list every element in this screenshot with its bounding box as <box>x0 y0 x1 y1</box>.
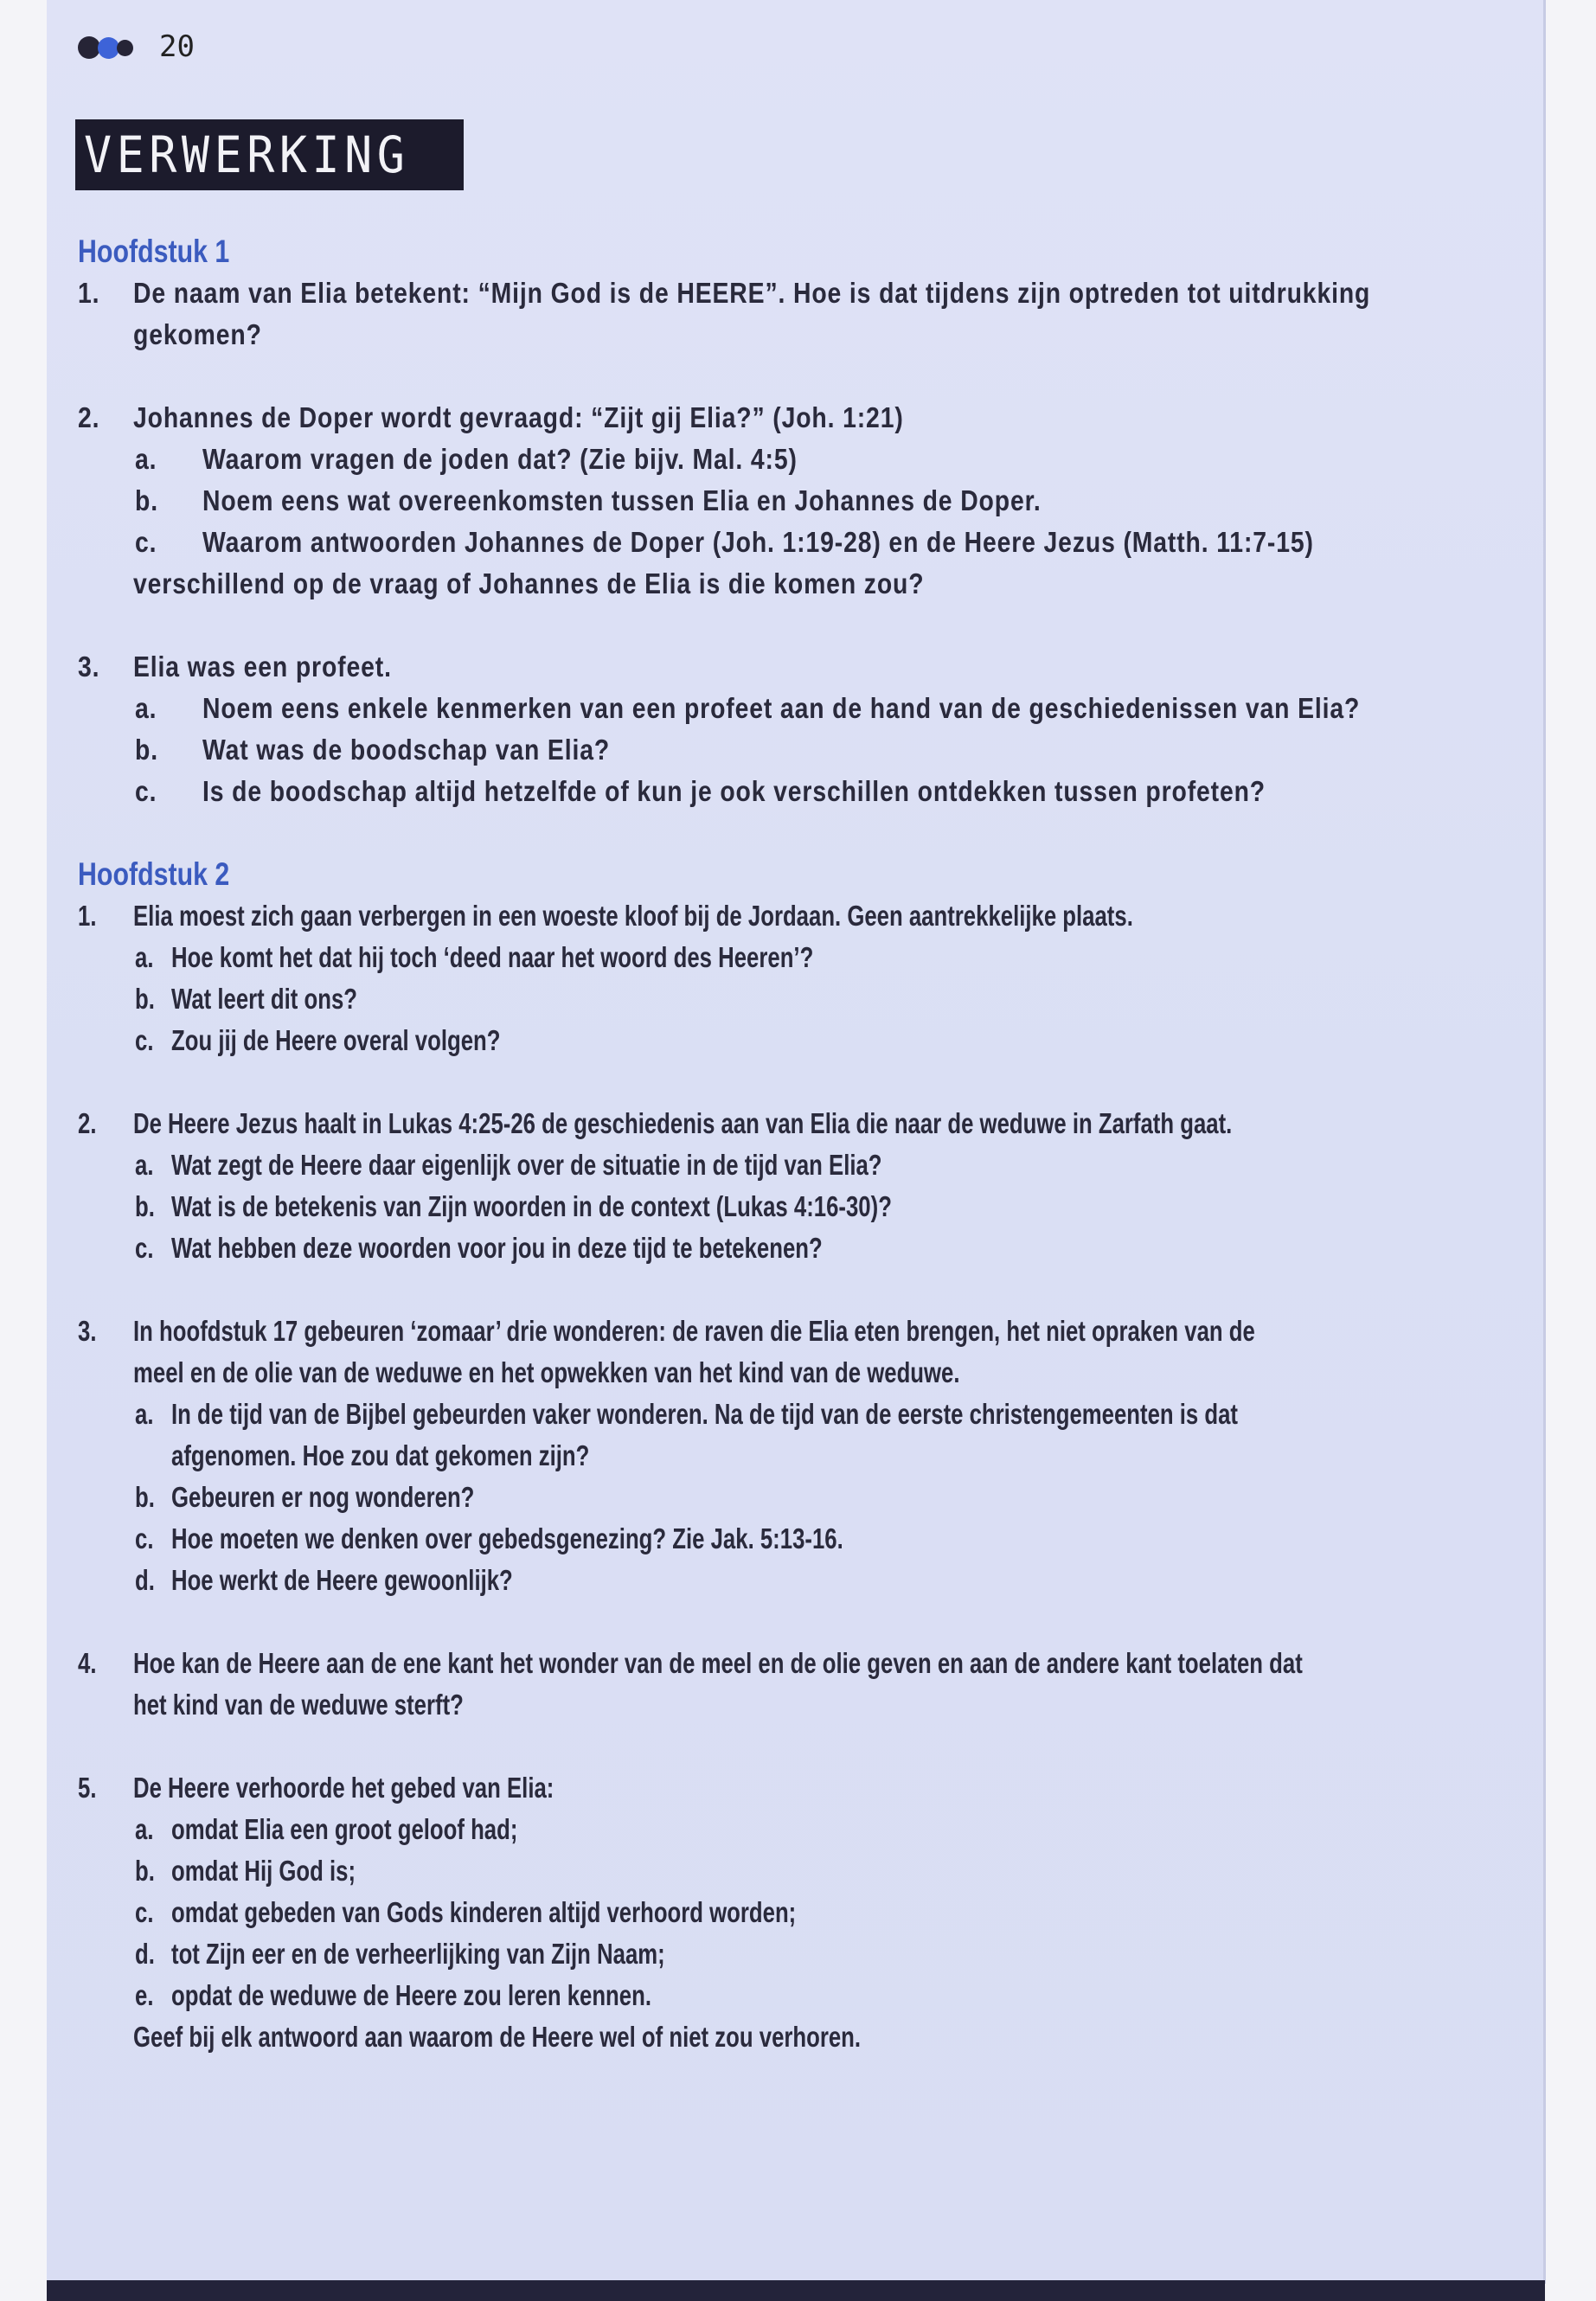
question-number: 2. <box>78 401 100 433</box>
sub-text: Wat zegt de Heere daar eigenlijk over de situatie in de tijd van Elia? <box>171 1149 882 1181</box>
sub-text: verschillend op de vraag of Johannes de Elia is die komen zou? <box>133 567 925 599</box>
question-number: 4. <box>78 1647 97 1679</box>
sub-text: omdat Elia een groot geloof had; <box>171 1813 518 1845</box>
sub-question <box>0 1892 1596 1933</box>
sub-text: Noem eens enkele kenmerken van een profeet aan de hand van de geschiedenissen van Elia? <box>202 692 1361 724</box>
heading-text: Hoofdstuk 2 <box>78 856 230 892</box>
sub-question <box>0 480 1596 522</box>
sub-letter: d. <box>135 1564 155 1596</box>
sub-text: Zou jij de Heere overal volgen? <box>171 1024 501 1056</box>
sub-letter: c. <box>135 1896 154 1928</box>
question-number: 5. <box>78 1772 97 1804</box>
sub-letter: b. <box>135 734 158 766</box>
sub-text: omdat gebeden van Gods kinderen altijd verhoord worden; <box>171 1896 797 1928</box>
question-text: meel en de olie van de weduwe en het opwekken van het kind van de weduwe. <box>133 1356 960 1388</box>
sub-question <box>0 1227 1596 1269</box>
sub-text: Wat hebben deze woorden voor jou in deze tijd te betekenen? <box>171 1232 823 1264</box>
sub-question <box>0 1560 1596 1601</box>
sub-question <box>0 1518 1596 1560</box>
chapter-2 <box>0 854 1596 2058</box>
sub-question <box>0 1850 1596 1892</box>
question-closing <box>0 2016 1596 2058</box>
sub-text: opdat de weduwe de Heere zou leren kennen. <box>171 1979 651 2011</box>
sub-text: Gebeuren er nog wonderen? <box>171 1481 475 1513</box>
question-number: 1. <box>78 900 97 932</box>
sub-question <box>0 1394 1596 1435</box>
sub-text: Wat was de boodschap van Elia? <box>202 734 611 766</box>
sub-question <box>0 1933 1596 1975</box>
question-line <box>0 1352 1596 1394</box>
question-line <box>0 397 1596 439</box>
sub-text: In de tijd van de Bijbel gebeurden vaker wonderen. Na de tijd van de eerste christengemeenten is dat <box>171 1398 1239 1430</box>
sub-text: Waarom antwoorden Johannes de Doper (Joh. 1:19-28) en de Heere Jezus (Matth. 11:7-15) <box>202 526 1314 558</box>
question-line <box>0 1767 1596 1809</box>
closing-text: Geef bij elk antwoord aan waarom de Heere wel of niet zou verhoren. <box>133 2021 862 2053</box>
sub-letter: a. <box>135 941 154 973</box>
question-text: De Heere Jezus haalt in Lukas 4:25-26 de geschiedenis aan van Elia die naar de weduwe in Zarfath gaat. <box>133 1107 1233 1139</box>
question-line <box>0 1643 1596 1684</box>
sub-question <box>0 688 1596 729</box>
page-dots-icon <box>78 36 131 59</box>
question-text: Hoe kan de Heere aan de ene kant het wonder van de meel en de olie geven en aan de andere kant toelaten dat <box>133 1647 1303 1679</box>
sub-letter: a. <box>135 1813 154 1845</box>
sub-letter: a. <box>135 692 157 724</box>
sub-text: Hoe komt het dat hij toch ‘deed naar het woord des Heeren’? <box>171 941 814 973</box>
sub-text: Noem eens wat overeenkomsten tussen Elia en Johannes de Doper. <box>202 484 1042 516</box>
sub-text: afgenomen. Hoe zou dat gekomen zijn? <box>171 1439 590 1471</box>
sub-letter: a. <box>135 443 157 475</box>
sub-letter: a. <box>135 1398 154 1430</box>
sub-letter: b. <box>135 1481 155 1513</box>
sub-letter: c. <box>135 1232 154 1264</box>
chapter-heading <box>0 231 1596 272</box>
heading-text: Hoofdstuk 1 <box>78 234 230 269</box>
question-line <box>0 1684 1596 1726</box>
sub-letter: c. <box>135 526 157 558</box>
sub-question <box>0 937 1596 978</box>
sub-question <box>0 439 1596 480</box>
question-text: gekomen? <box>133 318 262 350</box>
section-title: VERWERKING <box>84 125 410 184</box>
question-text: De Heere verhoorde het gebed van Elia: <box>133 1772 554 1804</box>
question-line <box>0 314 1596 356</box>
sub-question <box>0 1477 1596 1518</box>
sub-question <box>0 522 1596 563</box>
sub-text: Is de boodschap altijd hetzelfde of kun je ook verschillen ontdekken tussen profeten? <box>202 775 1266 807</box>
question-number: 1. <box>78 277 100 309</box>
sub-text: Wat leert dit ons? <box>171 983 357 1015</box>
question-text: De naam van Elia betekent: “Mijn God is de HEERE”. Hoe is dat tijdens zijn optreden tot uitdrukking <box>133 277 1371 309</box>
sub-letter: b. <box>135 1855 155 1887</box>
sub-letter: c. <box>135 1522 154 1554</box>
section-title-box <box>75 119 464 190</box>
content <box>0 231 1596 2058</box>
question-line <box>0 1311 1596 1352</box>
sub-letter: b. <box>135 1190 155 1222</box>
sub-question <box>0 978 1596 1020</box>
sub-letter: a. <box>135 1149 154 1181</box>
sub-letter: b. <box>135 484 158 516</box>
sub-letter: c. <box>135 1024 154 1056</box>
sub-text: Waarom vragen de joden dat? (Zie bijv. Mal. 4:5) <box>202 443 798 475</box>
question-line <box>0 1103 1596 1144</box>
dot-icon <box>117 40 133 56</box>
question-line <box>0 895 1596 937</box>
sub-text: Hoe werkt de Heere gewoonlijk? <box>171 1564 513 1596</box>
chapter-1 <box>0 231 1596 854</box>
sub-letter: d. <box>135 1938 155 1970</box>
sub-text: Hoe moeten we denken over gebedsgenezing? Zie Jak. 5:13-16. <box>171 1522 843 1554</box>
question-text: het kind van de weduwe sterft? <box>133 1689 464 1721</box>
sub-question <box>0 1975 1596 2016</box>
sub-letter: e. <box>135 1979 154 2011</box>
chapter-heading <box>0 854 1596 895</box>
sub-question <box>0 771 1596 812</box>
sub-question <box>0 1186 1596 1227</box>
question-number: 3. <box>78 1315 97 1347</box>
sub-question <box>0 1020 1596 1061</box>
question-line <box>0 272 1596 314</box>
sub-question <box>0 563 1596 605</box>
sub-question <box>0 729 1596 771</box>
question-text: Elia moest zich gaan verbergen in een woeste kloof bij de Jordaan. Geen aantrekkelijke plaats. <box>133 900 1133 932</box>
question-number: 2. <box>78 1107 97 1139</box>
sub-letter: b. <box>135 983 155 1015</box>
sub-question <box>0 1809 1596 1850</box>
sub-text: tot Zijn eer en de verheerlijking van Zijn Naam; <box>171 1938 665 1970</box>
sub-text: Wat is de betekenis van Zijn woorden in de context (Lukas 4:16-30)? <box>171 1190 892 1222</box>
question-line <box>0 646 1596 688</box>
sub-text: omdat Hij God is; <box>171 1855 356 1887</box>
question-text: In hoofdstuk 17 gebeuren ‘zomaar’ drie wonderen: de raven die Elia eten brengen, het niet opraken van de <box>133 1315 1255 1347</box>
question-text: Elia was een profeet. <box>133 651 392 683</box>
question-number: 3. <box>78 651 100 683</box>
sub-question <box>0 1435 1596 1477</box>
bottom-edge <box>47 2280 1545 2301</box>
question-text: Johannes de Doper wordt gevraagd: “Zijt gij Elia?” (Joh. 1:21) <box>133 401 904 433</box>
sub-question <box>0 1144 1596 1186</box>
page-number: 20 <box>159 29 195 64</box>
sub-letter: c. <box>135 775 157 807</box>
